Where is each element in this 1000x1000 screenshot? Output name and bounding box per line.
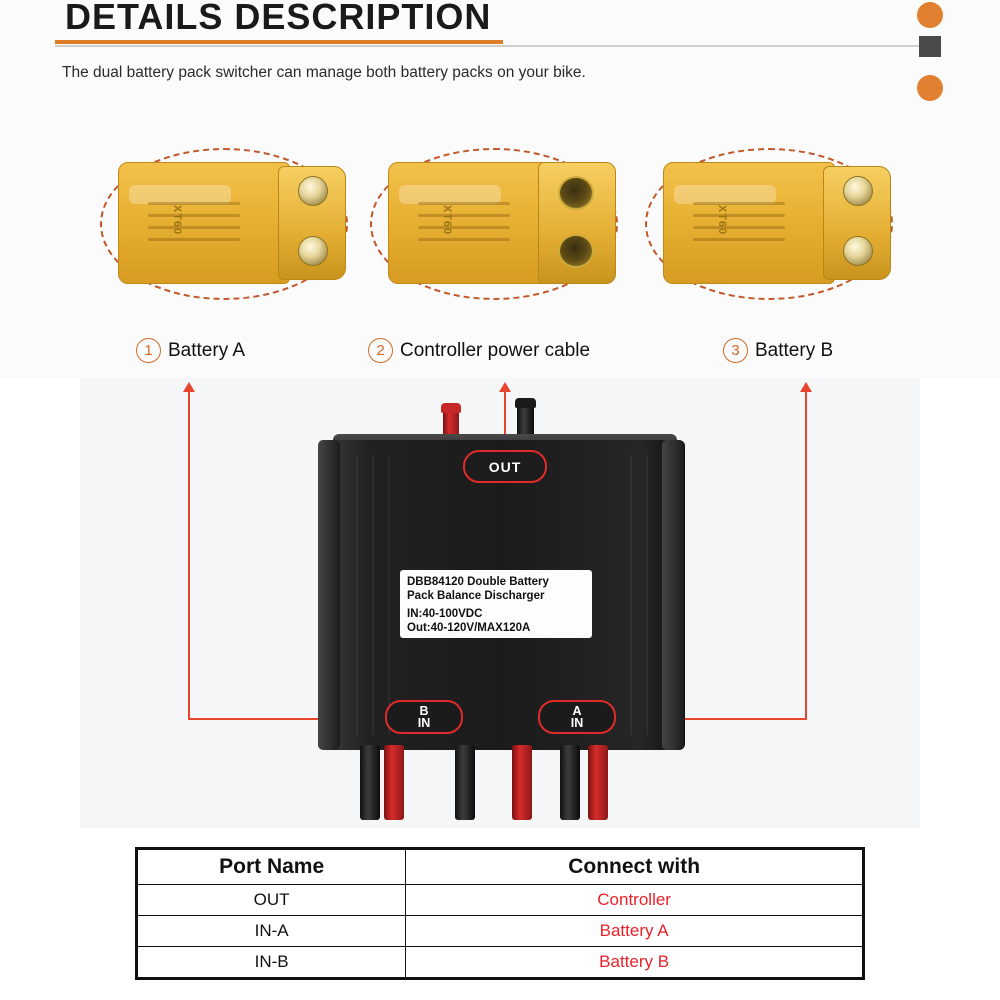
device-fin-2: [372, 455, 374, 735]
connector-group-3: [645, 140, 905, 320]
callout-number-3: 3: [723, 338, 748, 363]
plug-brand-3: XT60: [716, 204, 729, 236]
callout-number-1: 1: [136, 338, 161, 363]
decor-dot-top: [917, 2, 943, 28]
wire-in-b-positive: [384, 745, 404, 820]
cell-connect-in-b: Battery B: [406, 947, 863, 978]
wire-extra-negative: [560, 745, 580, 820]
device-area-left-margin: [0, 378, 80, 828]
connector-group-2: [370, 140, 630, 320]
arrow-head-c: [800, 382, 812, 392]
wire-extra-positive: [588, 745, 608, 820]
device-label-plate: [400, 570, 592, 638]
device-right-cap: [662, 440, 684, 750]
table-row: [138, 916, 863, 947]
callout-2: [368, 338, 590, 363]
port-in-b-line2: IN: [417, 716, 431, 730]
arrow-head-a: [183, 382, 195, 392]
xt60-plug-2: [388, 162, 616, 284]
connector-group-1: [100, 140, 360, 320]
plug-brand-1: XT60: [171, 204, 184, 236]
cell-connect-in-a: Battery A: [406, 916, 863, 947]
decor-dot-bottom: [917, 75, 943, 101]
xt60-plug-3: [663, 162, 891, 284]
port-out: OUT: [463, 450, 547, 483]
label-line-2: Pack Balance Discharger: [407, 589, 545, 602]
header-subtitle: The dual battery pack switcher can manage both battery packs on your bike.: [62, 64, 586, 81]
callout-label-2: Controller power cable: [400, 339, 591, 361]
plug-brand-2: XT60: [441, 204, 454, 236]
port-in-b-line1: B: [419, 704, 429, 718]
cell-port-in-a: IN-A: [138, 916, 406, 947]
label-line-4: Out:40-120V/MAX120A: [407, 621, 531, 634]
callout-label-3: Battery B: [755, 339, 834, 361]
arrow-line-a-vertical: [188, 390, 190, 720]
callout-3: [723, 338, 833, 363]
wire-in-a-negative: [455, 745, 475, 820]
xt60-plug-1: [118, 162, 346, 284]
device-fin-5: [646, 455, 648, 735]
callout-label-1: Battery A: [168, 339, 246, 361]
arrow-line-c-vertical: [805, 390, 807, 720]
arrow-head-b: [499, 382, 511, 392]
wire-cap-red: [441, 403, 461, 413]
device-area-right-margin: [920, 378, 1000, 828]
wire-in-b-negative: [360, 745, 380, 820]
table-header-port: Port Name: [138, 850, 406, 885]
header-divider: [55, 45, 920, 47]
wire-cap-black: [515, 398, 536, 408]
port-in-a-line1: A: [572, 704, 582, 718]
cell-port-out: OUT: [138, 885, 406, 916]
table-header-row: [138, 850, 863, 885]
port-mapping-table: [135, 847, 865, 980]
page-title: DETAILS DESCRIPTION: [65, 0, 492, 37]
device-fin-3: [388, 455, 390, 735]
label-line-3: IN:40-100VDC: [407, 608, 483, 620]
label-line-1: DBB84120 Double Battery: [407, 576, 549, 588]
callout-number-2: 2: [368, 338, 393, 363]
cell-connect-out: Controller: [406, 885, 863, 916]
table-header-connect: Connect with: [406, 850, 863, 885]
device-fin-4: [630, 455, 632, 735]
page-title-wrap: [55, 0, 503, 44]
table-row: [138, 947, 863, 978]
cell-port-in-b: IN-B: [138, 947, 406, 978]
callout-1: [136, 338, 245, 363]
port-in-b: [385, 700, 463, 734]
device-fin-1: [356, 455, 358, 735]
device-left-cap: [318, 440, 340, 750]
wire-in-a-positive: [512, 745, 532, 820]
decor-square-marker: [919, 36, 941, 57]
connector-band: [0, 120, 1000, 378]
header-band: [0, 0, 1000, 120]
port-in-a: [538, 700, 616, 734]
port-in-a-line2: IN: [570, 716, 584, 730]
table-row: [138, 885, 863, 916]
